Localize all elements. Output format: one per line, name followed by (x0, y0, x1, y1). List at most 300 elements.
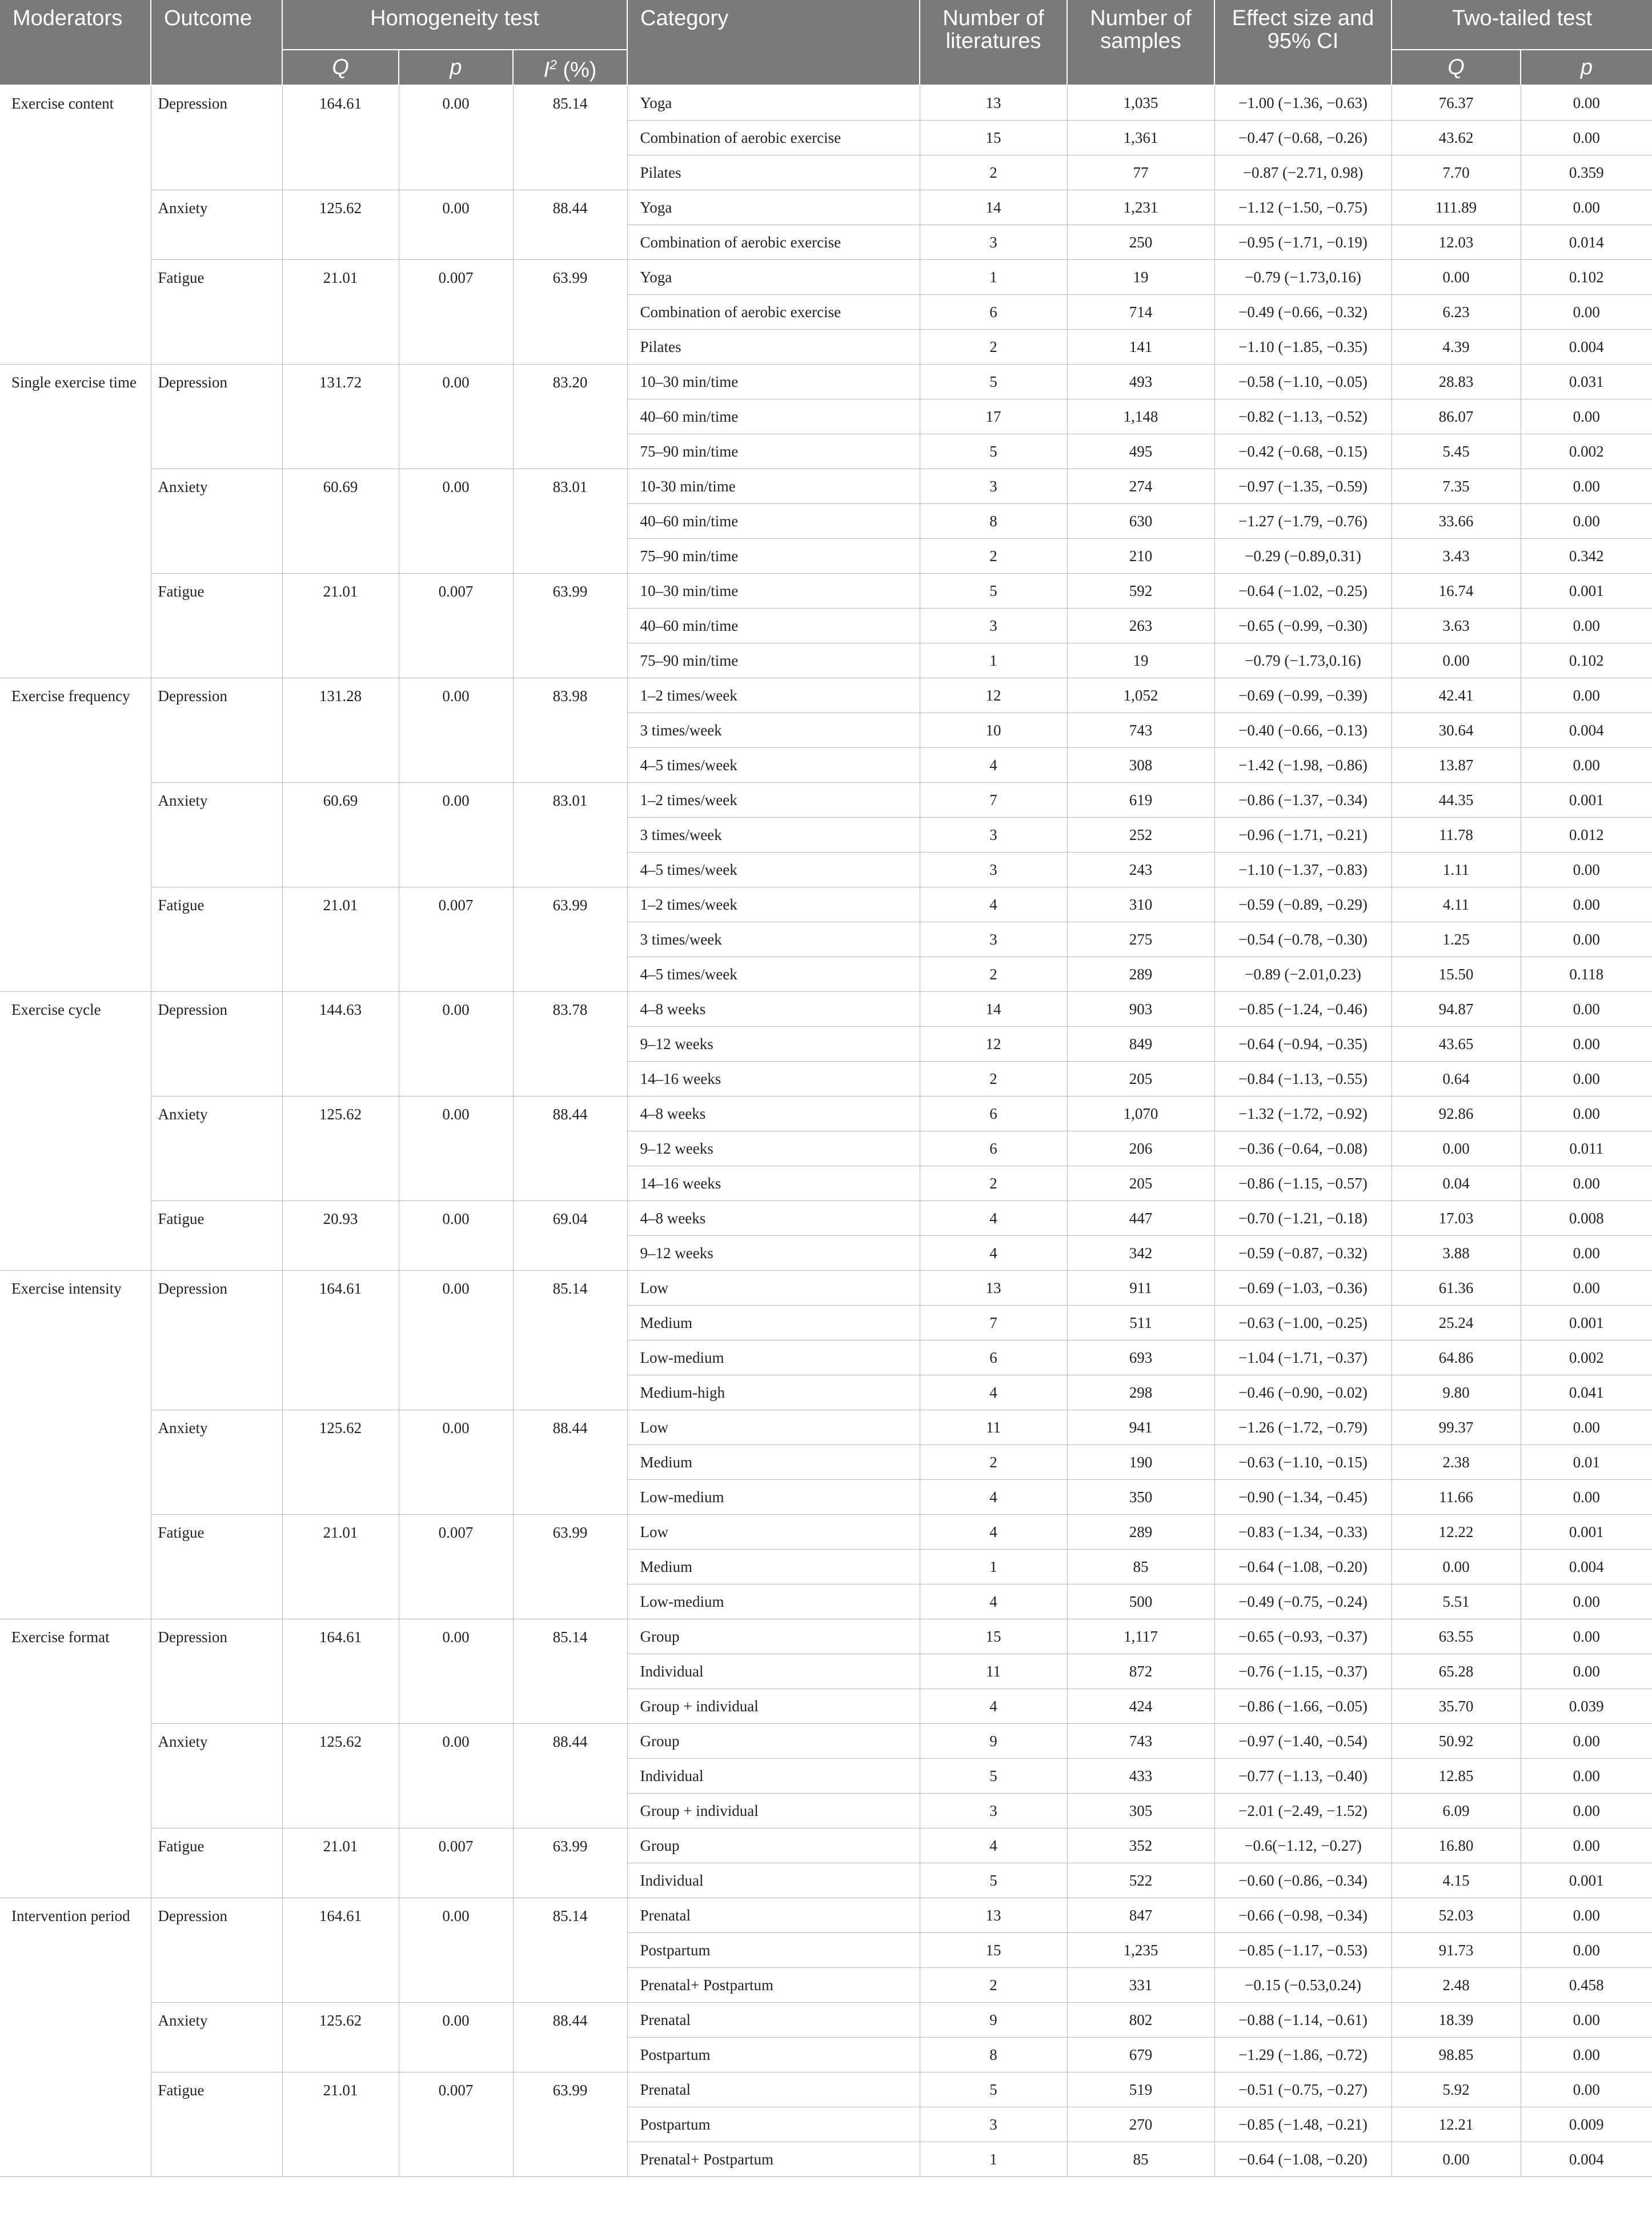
literatures-cell: 15 (920, 121, 1067, 155)
category-cell: Group + individual (627, 1689, 920, 1724)
effect-size-cell: −0.86 (−1.37, −0.34) (1214, 783, 1392, 818)
samples-cell: 911 (1067, 1271, 1214, 1306)
samples-cell: 263 (1067, 609, 1214, 643)
category-cell: Low-medium (627, 1584, 920, 1619)
samples-cell: 941 (1067, 1410, 1214, 1445)
homogeneity-q-cell: 20.93 (282, 1201, 399, 1271)
two-tailed-p-cell: 0.00 (1521, 992, 1652, 1027)
two-tailed-q-cell: 4.39 (1392, 330, 1521, 365)
two-tailed-p-cell: 0.00 (1521, 1480, 1652, 1515)
two-tailed-q-cell: 92.86 (1392, 1097, 1521, 1131)
homogeneity-p-cell: 0.007 (399, 1828, 513, 1898)
effect-size-cell: −1.10 (−1.37, −0.83) (1214, 853, 1392, 887)
table-row (0, 1097, 1652, 1131)
samples-cell: 802 (1067, 2003, 1214, 2038)
outcome-cell: Fatigue (151, 2072, 282, 2177)
literatures-cell: 3 (920, 818, 1067, 853)
two-tailed-p-cell: 0.00 (1521, 887, 1652, 922)
samples-cell: 206 (1067, 1131, 1214, 1166)
literatures-cell: 15 (920, 1933, 1067, 1968)
literatures-cell: 2 (920, 1445, 1067, 1480)
effect-size-cell: −0.59 (−0.89, −0.29) (1214, 887, 1392, 922)
effect-size-cell: −2.01 (−2.49, −1.52) (1214, 1794, 1392, 1828)
samples-cell: 141 (1067, 330, 1214, 365)
outcome-cell: Depression (151, 992, 282, 1097)
samples-cell: 250 (1067, 225, 1214, 260)
homogeneity-q-cell: 125.62 (282, 190, 399, 260)
homogeneity-i2-cell: 83.01 (513, 783, 627, 887)
two-tailed-p-cell: 0.359 (1521, 155, 1652, 190)
two-tailed-p-cell: 0.00 (1521, 1584, 1652, 1619)
samples-cell: 522 (1067, 1863, 1214, 1898)
outcome-cell: Depression (151, 365, 282, 469)
effect-size-cell: −0.65 (−0.99, −0.30) (1214, 609, 1392, 643)
homogeneity-p-cell: 0.00 (399, 190, 513, 260)
literatures-cell: 6 (920, 1097, 1067, 1131)
two-tailed-p-cell: 0.00 (1521, 1410, 1652, 1445)
two-tailed-p-cell: 0.002 (1521, 1340, 1652, 1375)
two-tailed-p-cell: 0.00 (1521, 504, 1652, 539)
outcome-cell: Fatigue (151, 1515, 282, 1619)
two-tailed-q-cell: 15.50 (1392, 957, 1521, 992)
literatures-cell: 5 (920, 574, 1067, 609)
header-number-of-samples: Number of samples (1067, 0, 1214, 85)
outcome-cell: Depression (151, 1271, 282, 1410)
two-tailed-p-cell: 0.00 (1521, 678, 1652, 713)
homogeneity-i2-cell: 85.14 (513, 85, 627, 190)
samples-cell: 495 (1067, 434, 1214, 469)
samples-cell: 252 (1067, 818, 1214, 853)
two-tailed-q-cell: 12.03 (1392, 225, 1521, 260)
homogeneity-p-cell: 0.007 (399, 2072, 513, 2177)
effect-size-cell: −0.85 (−1.17, −0.53) (1214, 1933, 1392, 1968)
homogeneity-p-cell: 0.00 (399, 1201, 513, 1271)
effect-size-cell: −0.96 (−1.71, −0.21) (1214, 818, 1392, 853)
category-cell: Medium (627, 1306, 920, 1340)
homogeneity-p-cell: 0.007 (399, 260, 513, 365)
literatures-cell: 5 (920, 1863, 1067, 1898)
category-cell: 40–60 min/time (627, 504, 920, 539)
moderator-cell: Intervention period (0, 1898, 151, 2177)
samples-cell: 243 (1067, 853, 1214, 887)
effect-size-cell: −0.64 (−1.08, −0.20) (1214, 2142, 1392, 2177)
header-two-tailed-test: Two-tailed test (1392, 0, 1652, 50)
literatures-cell: 2 (920, 330, 1067, 365)
literatures-cell: 1 (920, 2142, 1067, 2177)
table-row (0, 469, 1652, 504)
samples-cell: 19 (1067, 260, 1214, 295)
category-cell: Group (627, 1828, 920, 1863)
two-tailed-q-cell: 0.64 (1392, 1062, 1521, 1097)
two-tailed-q-cell: 4.11 (1392, 887, 1521, 922)
homogeneity-q-cell: 125.62 (282, 1097, 399, 1201)
table-row (0, 1898, 1652, 1933)
two-tailed-q-cell: 18.39 (1392, 2003, 1521, 2038)
outcome-cell: Anxiety (151, 190, 282, 260)
effect-size-cell: −0.47 (−0.68, −0.26) (1214, 121, 1392, 155)
category-cell: Combination of aerobic exercise (627, 225, 920, 260)
table-row (0, 1201, 1652, 1236)
homogeneity-p-cell: 0.007 (399, 887, 513, 992)
two-tailed-p-cell: 0.00 (1521, 1619, 1652, 1654)
two-tailed-p-cell: 0.00 (1521, 2038, 1652, 2072)
effect-size-cell: −0.69 (−0.99, −0.39) (1214, 678, 1392, 713)
moderator-cell: Single exercise time (0, 365, 151, 678)
two-tailed-p-cell: 0.00 (1521, 853, 1652, 887)
literatures-cell: 4 (920, 1201, 1067, 1236)
literatures-cell: 2 (920, 1968, 1067, 2003)
moderator-cell: Exercise cycle (0, 992, 151, 1271)
two-tailed-p-cell: 0.004 (1521, 1550, 1652, 1584)
header-outcome: Outcome (151, 0, 282, 85)
category-cell: 4–5 times/week (627, 748, 920, 783)
two-tailed-q-cell: 16.80 (1392, 1828, 1521, 1863)
table-row (0, 2003, 1652, 2038)
homogeneity-p-cell: 0.00 (399, 1271, 513, 1410)
effect-size-cell: −1.42 (−1.98, −0.86) (1214, 748, 1392, 783)
effect-size-cell: −0.85 (−1.24, −0.46) (1214, 992, 1392, 1027)
two-tailed-q-cell: 0.00 (1392, 1131, 1521, 1166)
two-tailed-p-cell: 0.001 (1521, 783, 1652, 818)
homogeneity-i2-cell: 63.99 (513, 1828, 627, 1898)
homogeneity-i2-cell: 69.04 (513, 1201, 627, 1271)
two-tailed-q-cell: 5.51 (1392, 1584, 1521, 1619)
literatures-cell: 9 (920, 2003, 1067, 2038)
two-tailed-p-cell: 0.00 (1521, 469, 1652, 504)
homogeneity-q-cell: 21.01 (282, 1515, 399, 1619)
outcome-cell: Anxiety (151, 469, 282, 574)
homogeneity-q-cell: 21.01 (282, 2072, 399, 2177)
category-cell: 4–5 times/week (627, 853, 920, 887)
two-tailed-q-cell: 7.35 (1392, 469, 1521, 504)
two-tailed-q-cell: 43.65 (1392, 1027, 1521, 1062)
header-homogeneity-p: p (399, 50, 513, 85)
literatures-cell: 13 (920, 1898, 1067, 1933)
table-row (0, 190, 1652, 225)
two-tailed-q-cell: 6.23 (1392, 295, 1521, 330)
samples-cell: 519 (1067, 2072, 1214, 2107)
effect-size-cell: −0.85 (−1.48, −0.21) (1214, 2107, 1392, 2142)
homogeneity-q-cell: 21.01 (282, 1828, 399, 1898)
homogeneity-p-cell: 0.00 (399, 2003, 513, 2072)
effect-size-cell: −0.49 (−0.75, −0.24) (1214, 1584, 1392, 1619)
homogeneity-i2-cell: 63.99 (513, 1515, 627, 1619)
two-tailed-q-cell: 44.35 (1392, 783, 1521, 818)
two-tailed-q-cell: 65.28 (1392, 1654, 1521, 1689)
samples-cell: 743 (1067, 1724, 1214, 1759)
homogeneity-i2-cell: 63.99 (513, 574, 627, 678)
category-cell: Yoga (627, 260, 920, 295)
two-tailed-q-cell: 61.36 (1392, 1271, 1521, 1306)
literatures-cell: 3 (920, 609, 1067, 643)
samples-cell: 331 (1067, 1968, 1214, 2003)
literatures-cell: 4 (920, 1375, 1067, 1410)
table-body (0, 85, 1652, 2177)
outcome-cell: Depression (151, 1619, 282, 1724)
outcome-cell: Fatigue (151, 887, 282, 992)
two-tailed-p-cell: 0.102 (1521, 260, 1652, 295)
table-row (0, 678, 1652, 713)
two-tailed-p-cell: 0.00 (1521, 85, 1652, 121)
two-tailed-p-cell: 0.00 (1521, 190, 1652, 225)
category-cell: Group (627, 1724, 920, 1759)
category-cell: 3 times/week (627, 922, 920, 957)
category-cell: Postpartum (627, 1933, 920, 1968)
homogeneity-p-cell: 0.00 (399, 1724, 513, 1828)
homogeneity-i2-cell: 88.44 (513, 2003, 627, 2072)
homogeneity-q-cell: 21.01 (282, 260, 399, 365)
effect-size-cell: −1.27 (−1.79, −0.76) (1214, 504, 1392, 539)
two-tailed-p-cell: 0.00 (1521, 1759, 1652, 1794)
table-row (0, 574, 1652, 609)
effect-size-cell: −0.76 (−1.15, −0.37) (1214, 1654, 1392, 1689)
two-tailed-p-cell: 0.00 (1521, 609, 1652, 643)
homogeneity-i2-cell: 85.14 (513, 1271, 627, 1410)
samples-cell: 592 (1067, 574, 1214, 609)
effect-size-cell: −0.69 (−1.03, −0.36) (1214, 1271, 1392, 1306)
literatures-cell: 3 (920, 469, 1067, 504)
homogeneity-i2-cell: 83.78 (513, 992, 627, 1097)
category-cell: Pilates (627, 330, 920, 365)
homogeneity-p-cell: 0.00 (399, 85, 513, 190)
samples-cell: 190 (1067, 1445, 1214, 1480)
outcome-cell: Depression (151, 85, 282, 190)
effect-size-cell: −1.12 (−1.50, −0.75) (1214, 190, 1392, 225)
samples-cell: 500 (1067, 1584, 1214, 1619)
two-tailed-q-cell: 2.38 (1392, 1445, 1521, 1480)
category-cell: Combination of aerobic exercise (627, 295, 920, 330)
category-cell: Medium-high (627, 1375, 920, 1410)
category-cell: Prenatal (627, 1898, 920, 1933)
literatures-cell: 3 (920, 922, 1067, 957)
samples-cell: 493 (1067, 365, 1214, 399)
category-cell: Individual (627, 1654, 920, 1689)
two-tailed-q-cell: 0.00 (1392, 260, 1521, 295)
effect-size-cell: −0.63 (−1.10, −0.15) (1214, 1445, 1392, 1480)
effect-size-cell: −0.29 (−0.89,0.31) (1214, 539, 1392, 574)
category-cell: 10–30 min/time (627, 574, 920, 609)
effect-size-cell: −0.63 (−1.00, −0.25) (1214, 1306, 1392, 1340)
two-tailed-q-cell: 12.85 (1392, 1759, 1521, 1794)
samples-cell: 679 (1067, 2038, 1214, 2072)
category-cell: Individual (627, 1759, 920, 1794)
homogeneity-q-cell: 125.62 (282, 1410, 399, 1515)
category-cell: Prenatal+ Postpartum (627, 2142, 920, 2177)
homogeneity-q-cell: 164.61 (282, 1271, 399, 1410)
samples-cell: 205 (1067, 1062, 1214, 1097)
homogeneity-i2-cell: 63.99 (513, 260, 627, 365)
category-cell: Group (627, 1619, 920, 1654)
homogeneity-q-cell: 21.01 (282, 887, 399, 992)
samples-cell: 270 (1067, 2107, 1214, 2142)
category-cell: 40–60 min/time (627, 609, 920, 643)
two-tailed-q-cell: 3.43 (1392, 539, 1521, 574)
literatures-cell: 14 (920, 992, 1067, 1027)
two-tailed-q-cell: 28.83 (1392, 365, 1521, 399)
samples-cell: 1,035 (1067, 85, 1214, 121)
samples-cell: 511 (1067, 1306, 1214, 1340)
i2-unit: (%) (556, 58, 597, 82)
category-cell: 1–2 times/week (627, 887, 920, 922)
effect-size-cell: −0.82 (−1.13, −0.52) (1214, 399, 1392, 434)
samples-cell: 85 (1067, 1550, 1214, 1584)
effect-size-cell: −0.6(−1.12, −0.27) (1214, 1828, 1392, 1863)
category-cell: 75–90 min/time (627, 643, 920, 678)
two-tailed-q-cell: 86.07 (1392, 399, 1521, 434)
two-tailed-p-cell: 0.009 (1521, 2107, 1652, 2142)
two-tailed-q-cell: 33.66 (1392, 504, 1521, 539)
two-tailed-p-cell: 0.00 (1521, 1724, 1652, 1759)
two-tailed-q-cell: 0.00 (1392, 643, 1521, 678)
two-tailed-q-cell: 63.55 (1392, 1619, 1521, 1654)
two-tailed-q-cell: 43.62 (1392, 121, 1521, 155)
two-tailed-q-cell: 94.87 (1392, 992, 1521, 1027)
two-tailed-q-cell: 64.86 (1392, 1340, 1521, 1375)
literatures-cell: 4 (920, 1828, 1067, 1863)
effect-size-cell: −0.36 (−0.64, −0.08) (1214, 1131, 1392, 1166)
literatures-cell: 2 (920, 957, 1067, 992)
outcome-cell: Anxiety (151, 1724, 282, 1828)
homogeneity-i2-cell: 83.20 (513, 365, 627, 469)
homogeneity-p-cell: 0.00 (399, 1097, 513, 1201)
effect-size-cell: −0.70 (−1.21, −0.18) (1214, 1201, 1392, 1236)
homogeneity-q-cell: 131.28 (282, 678, 399, 783)
effect-size-cell: −0.42 (−0.68, −0.15) (1214, 434, 1392, 469)
homogeneity-p-cell: 0.00 (399, 365, 513, 469)
two-tailed-q-cell: 0.00 (1392, 1550, 1521, 1584)
two-tailed-q-cell: 3.88 (1392, 1236, 1521, 1271)
effect-size-cell: −0.97 (−1.40, −0.54) (1214, 1724, 1392, 1759)
samples-cell: 1,117 (1067, 1619, 1214, 1654)
category-cell: Individual (627, 1863, 920, 1898)
category-cell: 4–8 weeks (627, 1201, 920, 1236)
outcome-cell: Anxiety (151, 783, 282, 887)
literatures-cell: 11 (920, 1654, 1067, 1689)
literatures-cell: 2 (920, 539, 1067, 574)
samples-cell: 350 (1067, 1480, 1214, 1515)
effect-size-cell: −0.88 (−1.14, −0.61) (1214, 2003, 1392, 2038)
two-tailed-q-cell: 25.24 (1392, 1306, 1521, 1340)
literatures-cell: 3 (920, 853, 1067, 887)
homogeneity-p-cell: 0.00 (399, 783, 513, 887)
literatures-cell: 4 (920, 887, 1067, 922)
literatures-cell: 4 (920, 1515, 1067, 1550)
two-tailed-q-cell: 12.21 (1392, 2107, 1521, 2142)
literatures-cell: 15 (920, 1619, 1067, 1654)
effect-size-cell: −0.40 (−0.66, −0.13) (1214, 713, 1392, 748)
two-tailed-p-cell: 0.00 (1521, 1898, 1652, 1933)
effect-size-cell: −0.83 (−1.34, −0.33) (1214, 1515, 1392, 1550)
moderator-cell: Exercise content (0, 85, 151, 365)
effect-size-cell: −0.51 (−0.75, −0.27) (1214, 2072, 1392, 2107)
samples-cell: 342 (1067, 1236, 1214, 1271)
effect-size-cell: −0.77 (−1.13, −0.40) (1214, 1759, 1392, 1794)
two-tailed-q-cell: 13.87 (1392, 748, 1521, 783)
category-cell: Low (627, 1410, 920, 1445)
samples-cell: 424 (1067, 1689, 1214, 1724)
samples-cell: 352 (1067, 1828, 1214, 1863)
two-tailed-p-cell: 0.01 (1521, 1445, 1652, 1480)
outcome-cell: Depression (151, 678, 282, 783)
homogeneity-q-cell: 144.63 (282, 992, 399, 1097)
category-cell: Yoga (627, 85, 920, 121)
literatures-cell: 11 (920, 1410, 1067, 1445)
effect-size-cell: −0.65 (−0.93, −0.37) (1214, 1619, 1392, 1654)
two-tailed-p-cell: 0.102 (1521, 643, 1652, 678)
effect-size-cell: −0.89 (−2.01,0.23) (1214, 957, 1392, 992)
samples-cell: 847 (1067, 1898, 1214, 1933)
category-cell: 3 times/week (627, 713, 920, 748)
two-tailed-p-cell: 0.001 (1521, 1515, 1652, 1550)
homogeneity-q-cell: 21.01 (282, 574, 399, 678)
samples-cell: 1,235 (1067, 1933, 1214, 1968)
two-tailed-p-cell: 0.00 (1521, 295, 1652, 330)
literatures-cell: 1 (920, 1550, 1067, 1584)
moderator-cell: Exercise frequency (0, 678, 151, 992)
effect-size-cell: −0.86 (−1.66, −0.05) (1214, 1689, 1392, 1724)
samples-cell: 298 (1067, 1375, 1214, 1410)
two-tailed-p-cell: 0.00 (1521, 1027, 1652, 1062)
two-tailed-q-cell: 11.78 (1392, 818, 1521, 853)
literatures-cell: 1 (920, 643, 1067, 678)
two-tailed-q-cell: 3.63 (1392, 609, 1521, 643)
two-tailed-q-cell: 5.92 (1392, 2072, 1521, 2107)
category-cell: Low (627, 1515, 920, 1550)
two-tailed-q-cell: 98.85 (1392, 2038, 1521, 2072)
literatures-cell: 14 (920, 190, 1067, 225)
category-cell: Group + individual (627, 1794, 920, 1828)
effect-size-cell: −0.49 (−0.66, −0.32) (1214, 295, 1392, 330)
i2-superscript: 2 (550, 57, 557, 73)
two-tailed-p-cell: 0.041 (1521, 1375, 1652, 1410)
category-cell: Postpartum (627, 2107, 920, 2142)
effect-size-cell: −0.79 (−1.73,0.16) (1214, 643, 1392, 678)
samples-cell: 447 (1067, 1201, 1214, 1236)
literatures-cell: 4 (920, 1584, 1067, 1619)
literatures-cell: 1 (920, 260, 1067, 295)
table-row (0, 1619, 1652, 1654)
two-tailed-p-cell: 0.458 (1521, 1968, 1652, 2003)
table-header (0, 0, 1652, 85)
outcome-cell: Fatigue (151, 574, 282, 678)
two-tailed-p-cell: 0.00 (1521, 1236, 1652, 1271)
effect-size-cell: −1.04 (−1.71, −0.37) (1214, 1340, 1392, 1375)
effect-size-cell: −0.64 (−1.08, −0.20) (1214, 1550, 1392, 1584)
literatures-cell: 3 (920, 225, 1067, 260)
two-tailed-q-cell: 12.22 (1392, 1515, 1521, 1550)
two-tailed-p-cell: 0.031 (1521, 365, 1652, 399)
literatures-cell: 5 (920, 365, 1067, 399)
effect-size-cell: −0.54 (−0.78, −0.30) (1214, 922, 1392, 957)
two-tailed-p-cell: 0.011 (1521, 1131, 1652, 1166)
two-tailed-p-cell: 0.001 (1521, 1306, 1652, 1340)
two-tailed-p-cell: 0.008 (1521, 1201, 1652, 1236)
homogeneity-i2-cell: 63.99 (513, 887, 627, 992)
category-cell: 10-30 min/time (627, 469, 920, 504)
samples-cell: 714 (1067, 295, 1214, 330)
samples-cell: 630 (1067, 504, 1214, 539)
table-row (0, 85, 1652, 121)
homogeneity-i2-cell: 63.99 (513, 2072, 627, 2177)
category-cell: 3 times/week (627, 818, 920, 853)
effect-size-cell: −1.00 (−1.36, −0.63) (1214, 85, 1392, 121)
effect-size-cell: −0.79 (−1.73,0.16) (1214, 260, 1392, 295)
effect-size-cell: −0.66 (−0.98, −0.34) (1214, 1898, 1392, 1933)
category-cell: 9–12 weeks (627, 1027, 920, 1062)
two-tailed-q-cell: 16.74 (1392, 574, 1521, 609)
samples-cell: 743 (1067, 713, 1214, 748)
two-tailed-p-cell: 0.00 (1521, 922, 1652, 957)
